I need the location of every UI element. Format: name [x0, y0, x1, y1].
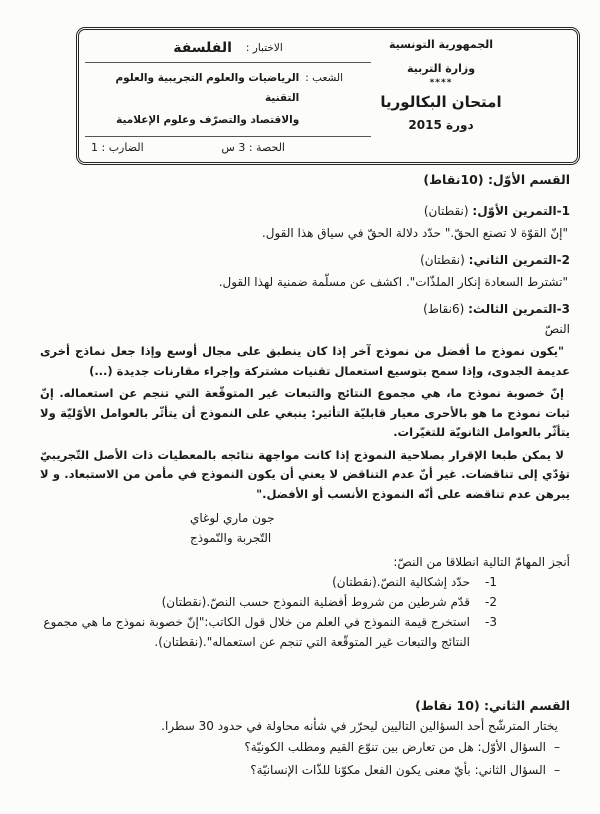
- exercise-3-points: (6نقاط): [423, 302, 465, 316]
- exam-title: امتحان البكالوريا: [380, 93, 502, 111]
- task-text: قدّم شرطين من شروط أفضلية النموذج حسب النصّ.(نقطتان): [161, 595, 470, 609]
- exam-header: [76, 27, 580, 165]
- branch-label: الشعب :: [305, 72, 343, 84]
- exercise-2-points: (نقطتان): [420, 253, 465, 267]
- exercise-1-title: 1-التمرين الأوّل:: [472, 204, 570, 218]
- meta-row: [85, 137, 371, 158]
- task-number: 2-: [485, 595, 497, 609]
- exam-content: [40, 170, 570, 782]
- passage-paragraph: "يكون نموذج ما أفضل من نموذج آخر إذا كان ينطبق على مجال أوسع وإذا جعل نماذج أخرى عديمة الجدوى، وإذا سمح بتوسيع استعمال تقنيات مشتركة وإجراء مقارنات جديدة (...): [40, 344, 570, 378]
- exercise-3: [40, 300, 570, 652]
- exercise-2: [40, 251, 570, 292]
- question-bullet: –: [554, 740, 560, 754]
- task-item: [40, 592, 570, 612]
- exam-session: دورة 2015: [408, 118, 474, 132]
- exercise-2-heading: [40, 251, 570, 270]
- branch-lines: [89, 68, 299, 130]
- passage-citation: [40, 508, 570, 548]
- exercise-3-heading: [40, 300, 570, 319]
- task-text: حدّد إشكالية النصّ.(نقطتان): [332, 575, 470, 589]
- coefficient-label: الضارب : 1: [91, 141, 144, 154]
- text-passage: [40, 342, 570, 504]
- exercise-3-title: 3-التمرين الثالث:: [468, 302, 570, 316]
- part2: [40, 682, 570, 782]
- subject-label: الاختبار :: [245, 42, 283, 54]
- exercise-1-points: (نقطتان): [423, 204, 469, 218]
- task-item: [40, 572, 570, 592]
- tasks-intro: أنجز المهامّ التالية انطلاقا من النصّ:: [393, 555, 570, 569]
- exercise-1-prompt: "إنّ القوّة لا تصنع الحقّ." حدّد دلالة الحقّ في سياق هذا القول.: [261, 226, 568, 240]
- part1-points: (10نقاط): [423, 172, 484, 187]
- passage-label: النصّ: [544, 322, 570, 336]
- part1: [40, 170, 570, 652]
- exam-info-block: [85, 34, 371, 158]
- header-separator-stars: ****: [429, 78, 453, 88]
- exercise-2-title: 2-التمرين الثاني:: [468, 253, 570, 267]
- task-text: استخرج قيمة النموذج في العلم من خلال قول الكاتب:"إنّ خصوبة نموذج ما هي مجموع النتائج والتبعات غير المتوقّعة التي تنجم عن استعماله".(نقطتان).: [43, 615, 470, 649]
- task-number: 1-: [485, 575, 497, 589]
- question-text: السؤال الأوّل: هل من تعارض بين تنوّع القيم ومطلب الكونيّة؟: [244, 740, 546, 754]
- branch-line-2: والاقتصاد والتصرّف وعلوم الإعلامية: [116, 114, 300, 126]
- task-number: 3-: [485, 615, 497, 629]
- subject-name: الفلسفة: [173, 40, 232, 56]
- part2-heading: [40, 696, 570, 715]
- exercise-1: [40, 202, 570, 243]
- passage-paragraph: لا يمكن طبعا الإقرار بصلاحية النموذج إذا كانت مواجهة نتائجه بالمعطيات ذات الأصل التّجريبيّ تؤدّي إلى تناقضات. غير أنّ عدم التناقض لا يعني أن يكون النموذج في مأمن من الاستبعاد. و لا يبرهن عدم تناقضه على أنّه النموذج الأنسب أو الأفضل.": [40, 447, 570, 501]
- part2-points: (10 نقاط): [415, 698, 480, 713]
- branch-line-1: الرياضيات والعلوم التجريبية والعلوم التقنية: [115, 72, 300, 104]
- exercise-1-heading: [40, 202, 570, 221]
- task-item: [40, 612, 570, 652]
- passage-source: التّجربة والنّموذج: [190, 531, 272, 545]
- part2-instruction: يختار المترشّح أحد السؤالين التاليين ليحرّر في شأنه محاولة في حدود 30 سطرا.: [161, 719, 558, 733]
- republic-name: الجمهورية التونسية: [388, 38, 494, 51]
- question-bullet: –: [554, 763, 560, 777]
- duration-label: الحصة : 3 س: [221, 141, 285, 154]
- ministry-name: وزارة التربية: [406, 62, 476, 75]
- task-list: [40, 572, 570, 652]
- branch-row: [85, 63, 371, 137]
- part1-title: القسم الأوّل:: [487, 172, 570, 187]
- question-text: السؤال الثاني: بأيّ معنى يكون الفعل مكوّنا للذّات الإنسانيّة؟: [250, 763, 546, 777]
- subject-row: [85, 34, 371, 63]
- passage-author: جون ماري لوغاي: [190, 511, 275, 525]
- part2-title: القسم الثاني:: [484, 698, 570, 713]
- passage-paragraph: إنّ خصوبة نموذج ما، هي مجموع النتائج والتبعات غير المتوقّعة التي تنجم عن استعماله. إنّ ثبات نموذج ما هو بالأحرى معيار قابليّة التأثير: ينبغي على النموذج أن يتأثّر بالعوامل الأوّليّة ولا يتأثّر بالعوامل الثانويّة للتغيّرات.: [40, 386, 570, 439]
- exercise-2-prompt: "تشترط السعادة إنكار الملذّات". اكشف عن مسلّمة ضمنية لهذا القول.: [218, 275, 568, 289]
- part1-heading: [40, 170, 570, 189]
- question-item: [40, 759, 570, 782]
- question-item: [40, 736, 570, 759]
- ministry-block: [371, 34, 571, 158]
